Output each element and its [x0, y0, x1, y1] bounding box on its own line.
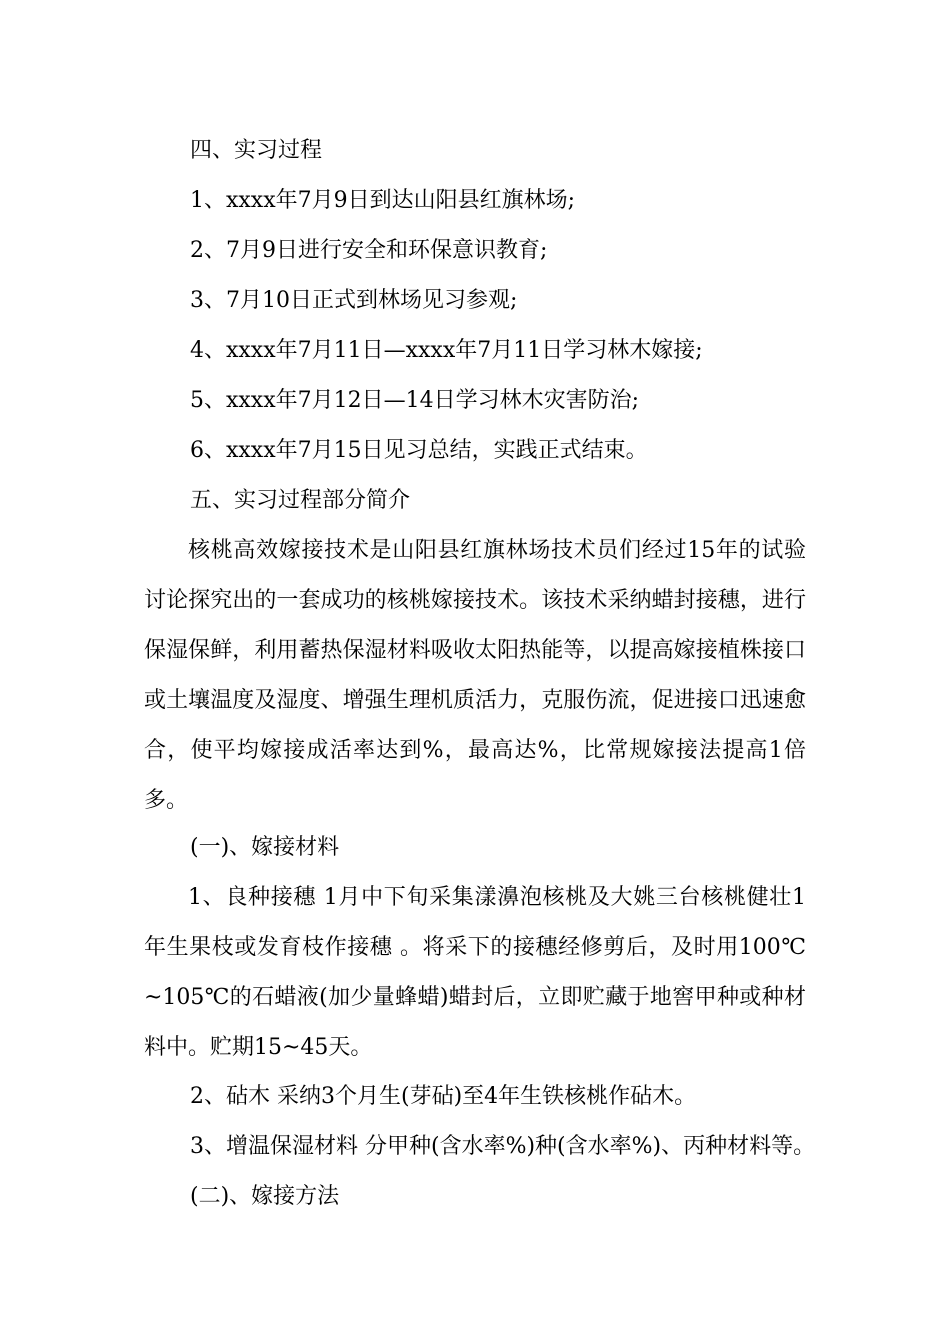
material-item: 2、砧木 采纳3个月生(芽砧)至4年生铁核桃作砧木。	[190, 1084, 697, 1109]
section-heading-process: 四、实习过程	[190, 138, 323, 163]
intro-paragraph: 核桃高效嫁接技术是山阳县红旗林场技术员们经过15年的试验讨论探究出的一套成功的核桃嫁接技术。该技术采纳蜡封接穗，进行保湿保鲜，利用蓄热保湿材料吸收太阳热能等，以提高嫁接植株接口或土壤温度及湿度、增强生理机质活力，克服伤流，促进接口迅速愈合，使平均嫁接成活率达到%，最高达%，比常规嫁接法提高1倍多。	[144, 538, 806, 813]
subheading-materials: (一)、嫁接材料	[190, 835, 340, 860]
process-item: 4、xxxx年7月11日—xxxx年7月11日学习林木嫁接;	[190, 338, 703, 363]
process-item: 1、xxxx年7月9日到达山阳县红旗林场;	[190, 188, 576, 213]
subheading-method: (二)、嫁接方法	[190, 1184, 340, 1209]
section-heading-intro: 五、实习过程部分简介	[190, 488, 411, 513]
process-item: 6、xxxx年7月15日见习总结，实践正式结束。	[190, 438, 648, 463]
material-item: 3、增温保湿材料 分甲种(含水率%)种(含水率%)、丙种材料等。	[190, 1134, 816, 1159]
process-item: 2、7月9日进行安全和环保意识教育;	[190, 238, 548, 263]
process-item: 5、xxxx年7月12日—14日学习林木灾害防治;	[190, 388, 640, 413]
process-item: 3、7月10日正式到林场见习参观;	[190, 288, 518, 313]
material-item: 1、良种接穗 1月中下旬采集漾濞泡核桃及大姚三台核桃健壮1年生果枝或发育枝作接穗 。将采下的接穗经修剪后，及时用100℃~105℃的石蜡液(加少量蜂蜡)蜡封后，立即贮藏于地窖甲种或种材料中。贮期15~45天。	[144, 885, 806, 1060]
